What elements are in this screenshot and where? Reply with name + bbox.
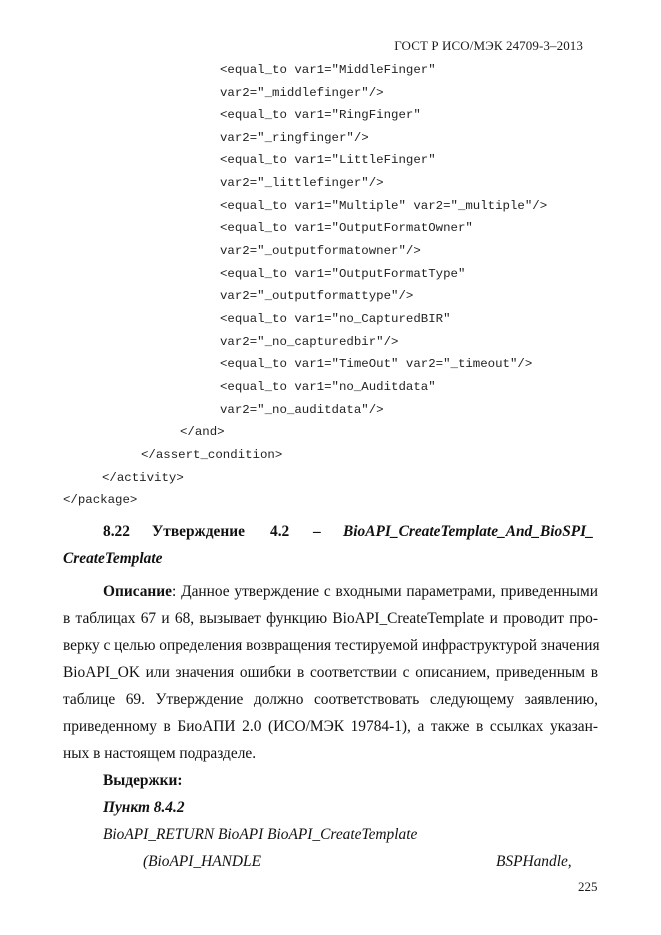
param-type: (BioAPI_HANDLE bbox=[143, 853, 261, 870]
excerpts-label: Выдержки: bbox=[103, 772, 183, 789]
code-line: <equal_to var1="no_Auditdata" bbox=[220, 380, 436, 394]
code-line: <equal_to var1="RingFinger" bbox=[220, 108, 421, 122]
description-line: приведенному в БиоАПИ 2.0 (ИСО/МЭК 19784-1), а также в ссылках указан- bbox=[63, 718, 598, 735]
param-name: BSPHandle, bbox=[496, 853, 572, 870]
description-line: в таблицах 67 и 68, вызывает функцию BioAPI_CreateTemplate и проводит про- bbox=[63, 610, 598, 627]
code-line: var2="_ringfinger"/> bbox=[220, 131, 369, 145]
code-line: <equal_to var1="OutputFormatOwner" bbox=[220, 221, 473, 235]
code-line: var2="_middlefinger"/> bbox=[220, 86, 384, 100]
code-line: <equal_to var1="OutputFormatType" bbox=[220, 267, 466, 281]
description-line: BioAPI_OK или значения ошибки в соответствии с описанием, приведенным в bbox=[63, 664, 598, 681]
code-line: var2="_outputformattype"/> bbox=[220, 289, 414, 303]
code-line: var2="_no_auditdata"/> bbox=[220, 403, 384, 417]
page-number: 225 bbox=[578, 879, 598, 894]
description-label: Описание bbox=[103, 583, 172, 600]
section-number: 8.22 bbox=[103, 523, 130, 540]
clause-reference: Пункт 8.4.2 bbox=[103, 799, 185, 816]
code-line: var2="_littlefinger"/> bbox=[220, 176, 384, 190]
code-line: </and> bbox=[180, 425, 225, 439]
code-line: var2="_no_capturedbir"/> bbox=[220, 335, 399, 349]
code-line: <equal_to var1="no_CapturedBIR" bbox=[220, 312, 451, 326]
code-line: var2="_outputformatowner"/> bbox=[220, 244, 421, 258]
description-line: верку с целью определения возвращения тестируемой инфраструктурой значения bbox=[63, 637, 600, 654]
section-title-part2: CreateTemplate bbox=[63, 550, 163, 567]
description-line: таблице 69. Утверждение должно соответствовать следующему заявлению, bbox=[63, 691, 598, 708]
section-title-part1: BioAPI_CreateTemplate_And_BioSPI_ bbox=[343, 523, 594, 540]
code-line: <equal_to var1="TimeOut" var2="_timeout"/> bbox=[220, 357, 533, 371]
code-line: </activity> bbox=[102, 471, 184, 485]
code-line: <equal_to var1="MiddleFinger" bbox=[220, 63, 436, 77]
section-word: Утверждение bbox=[152, 523, 245, 540]
section-dash: – bbox=[313, 523, 321, 540]
section-version: 4.2 bbox=[270, 523, 290, 540]
description-line: Описание: Данное утверждение с входными параметрами, приведенными bbox=[103, 583, 598, 600]
code-line: <equal_to var1="Multiple" var2="_multiple"/> bbox=[220, 199, 548, 213]
code-line: </package> bbox=[63, 493, 138, 507]
code-line: <equal_to var1="LittleFinger" bbox=[220, 153, 436, 167]
code-line: </assert_condition> bbox=[141, 448, 283, 462]
description-line: ных в настоящем подразделе. bbox=[63, 745, 257, 762]
function-signature: BioAPI_RETURN BioAPI BioAPI_CreateTemplate bbox=[103, 826, 418, 843]
document-standard-header: ГОСТ Р ИСО/МЭК 24709-3–2013 bbox=[394, 38, 583, 53]
